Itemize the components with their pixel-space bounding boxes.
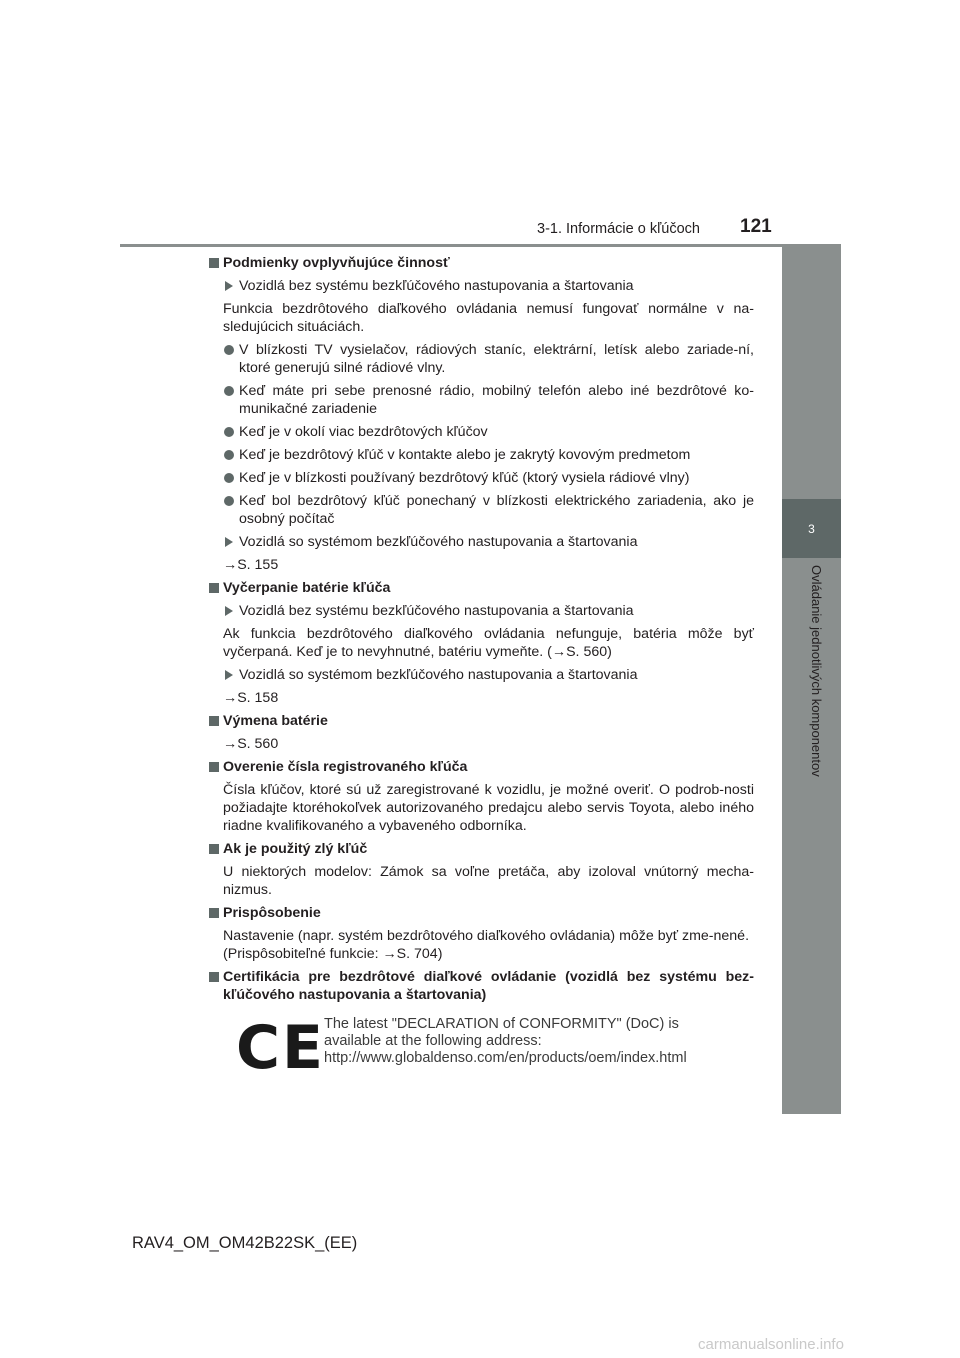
triangle-bullet-icon <box>225 606 233 616</box>
circle-bullet-icon <box>224 386 234 396</box>
square-bullet-icon <box>209 908 219 918</box>
page-number: 121 <box>740 216 772 237</box>
watermark: carmanualsonline.info <box>698 1336 844 1353</box>
sub-item: Vozidlá bez systému bezkľúčového nastupovania a štartovania <box>209 277 754 295</box>
page-reference-link[interactable]: →S. 158 <box>223 690 279 706</box>
triangle-bullet-icon <box>225 281 233 291</box>
heading-customization: Prispôsobenie <box>209 904 754 922</box>
heading-certification: Certifikácia pre bezdrôtové diaľkové ovládanie (vozidlá bez systému bez-kľúčového nastupovania a štartovania) <box>209 968 754 1004</box>
list-item: Keď je bezdrôtový kľúč v kontakte alebo je zakrytý kovovým predmetom <box>209 446 754 464</box>
ce-mark-logo: CE <box>236 1013 326 1083</box>
page-reference-link[interactable]: →S. 560 <box>223 736 279 752</box>
ce-url-link[interactable]: http://www.globaldenso.com/en/products/oem/index.html <box>324 1050 687 1066</box>
paragraph: Nastavenie (napr. systém bezdrôtového diaľkového ovládania) môže byť zme-nené. <box>223 928 750 944</box>
sub-item: Vozidlá so systémom bezkľúčového nastupovania a štartovania <box>209 666 754 684</box>
list-item: Keď bol bezdrôtový kľúč ponechaný v blízkosti elektrického zariadenia, ako je osobný počítač <box>209 492 754 528</box>
circle-bullet-icon <box>224 345 234 355</box>
heading-key-number-check: Overenie čísla registrovaného kľúča <box>209 758 754 776</box>
ce-declaration-text: The latest "DECLARATION of CONFORMITY" (DoC) is available at the following address: http://www.globaldenso.com/en/products/oem/index.html <box>324 1016 687 1066</box>
chapter-tab[interactable]: 3 <box>782 499 841 558</box>
circle-bullet-icon <box>224 427 234 437</box>
circle-bullet-icon <box>224 473 234 483</box>
square-bullet-icon <box>209 762 219 772</box>
list-item: Keď je v blízkosti používaný bezdrôtový kľúč (ktorý vysiela rádiové vlny) <box>209 469 754 487</box>
chapter-title-vertical: Ovládanie jednotlivých komponentov <box>809 565 824 777</box>
heading-conditions: Podmienky ovplyvňujúce činnosť <box>209 254 754 272</box>
paragraph: U niektorých modelov: Zámok sa voľne pretáča, aby izoloval vnútorný mecha-nizmus. <box>223 864 754 898</box>
circle-bullet-icon <box>224 450 234 460</box>
paragraph: Čísla kľúčov, ktoré sú už zaregistrované k vozidlu, je možné overiť. O podrob-nosti požiadajte ktoréhokoľvek autorizovaného predajcu alebo servis Toyota, alebo iného riadne kvalifikovaného a vybaveného odborníka. <box>223 782 754 834</box>
main-content <box>209 254 754 1009</box>
header-rule <box>120 244 841 247</box>
square-bullet-icon <box>209 258 219 268</box>
square-bullet-icon <box>209 972 219 982</box>
square-bullet-icon <box>209 583 219 593</box>
square-bullet-icon <box>209 844 219 854</box>
header-section-title: 3-1. Informácie o kľúčoch <box>537 221 700 237</box>
list-item: V blízkosti TV vysielačov, rádiových staníc, elektrární, letísk alebo zariade-ní, ktoré generujú silné rádiové vlny. <box>209 341 754 377</box>
paragraph: Ak funkcia bezdrôtového diaľkového ovládania nefunguje, batéria môže byť vyčerpaná. Keď je to nevyhnutné, batériu vymeňte. (→S. 560) <box>223 626 754 660</box>
sub-item: Vozidlá bez systému bezkľúčového nastupovania a štartovania <box>209 602 754 620</box>
triangle-bullet-icon <box>225 670 233 680</box>
paragraph: Funkcia bezdrôtového diaľkového ovládania nemusí fungovať normálne v na-sledujúcich situáciách. <box>223 301 754 335</box>
page-reference-link[interactable]: →S. 155 <box>223 557 279 573</box>
heading-battery-replacement: Výmena batérie <box>209 712 754 730</box>
square-bullet-icon <box>209 716 219 726</box>
sub-item: Vozidlá so systémom bezkľúčového nastupovania a štartovania <box>209 533 754 551</box>
list-item: Keď máte pri sebe prenosné rádio, mobilný telefón alebo iné bezdrôtové ko-munikačné zariadenie <box>209 382 754 418</box>
triangle-bullet-icon <box>225 537 233 547</box>
paragraph: (Prispôsobiteľné funkcie: →S. 704) <box>223 946 443 962</box>
circle-bullet-icon <box>224 496 234 506</box>
ce-declaration <box>236 1012 736 1082</box>
list-item: Keď je v okolí viac bezdrôtových kľúčov <box>209 423 754 441</box>
heading-battery-depletion: Vyčerpanie batérie kľúča <box>209 579 754 597</box>
footer-document-code: RAV4_OM_OM42B22SK_(EE) <box>132 1234 358 1252</box>
heading-wrong-key: Ak je použitý zlý kľúč <box>209 840 754 858</box>
